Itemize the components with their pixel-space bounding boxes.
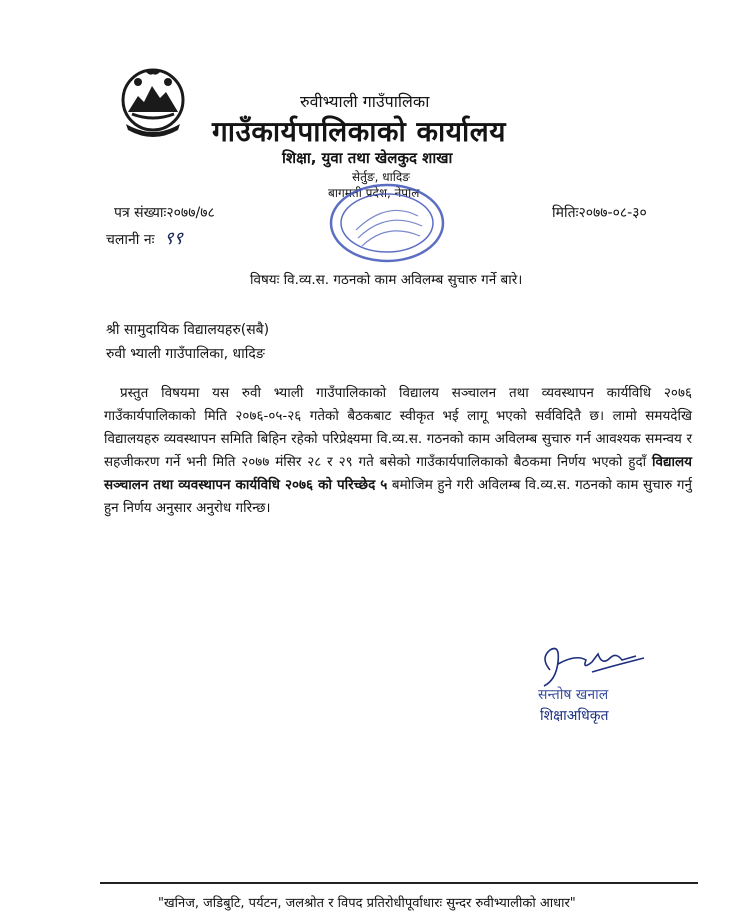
letter-body — [104, 382, 692, 520]
date-label: मितिः — [552, 205, 579, 221]
footer-slogan: "खनिज, जडिबुटि, पर्यटन, जलश्रोत र विपद प्रतिरोधीपूर्वाधारः सुन्दर रुवीभ्यालीको आधार" — [158, 896, 576, 911]
body-text-bold: विद्यालय सञ्चालन तथा व्यवस्थापन कार्यविधि २०७६ को परिच्छेद ५ — [104, 454, 692, 493]
signatory-name: सन्तोष खनाल — [538, 687, 609, 703]
office-stamp-icon — [326, 180, 448, 266]
reference-number — [114, 203, 215, 222]
district-line: सेर्तुङ, धादिङ — [352, 170, 410, 184]
dispatch-number — [106, 226, 183, 250]
signatory-title: शिक्षाअधिकृत — [540, 708, 609, 724]
dispatch-value: ९९ — [162, 228, 185, 249]
reference-label: पत्र संख्याः — [114, 205, 167, 221]
reference-value: २०७७/७८ — [166, 205, 215, 221]
office-title: गाउँकार्यपालिकाको कार्यालय — [212, 115, 506, 148]
letter-date — [552, 203, 647, 222]
recipient-line-1: श्री सामुदायिक विद्यालयहरु(सबै) — [106, 322, 270, 338]
body-text-part1: प्रस्तुत विषयमा यस रुवी भ्याली गाउँपालिकाको विद्यालय सञ्चालन तथा व्यवस्थापन कार्यविधि २०७६ गाउँकार्यपालिकाको मिति २०७६-०५-२६ गतेको बैठकबाट स्वीकृत भई लागू भएको सर्वविदितै छ। लामो समयदेखि विद्यालयहरु व्यवस्थापन समिति बिहिन रहेको परिप्रेक्ष्यमा वि.व्य.स. गठनको काम अविलम्ब सुचारु गर्न आवश्यक समन्वय र सहजीकरण गर्ने भनी मिति २०७७ मंसिर २८ र २९ गते बसेको गाउँकार्यपालिकाको बैठकमा निर्णय भएको हुदाँ — [104, 385, 692, 470]
recipient-line-2: रुवी भ्याली गाउँपालिका, धादिङ — [106, 346, 265, 362]
nepal-emblem-icon — [118, 64, 188, 140]
municipality-name: रुवीभ्याली गाउँपालिका — [300, 92, 430, 111]
subject-line: विषयः वि.व्य.स. गठनको काम अविलम्ब सुचारु गर्ने बारे। — [250, 272, 523, 288]
province-line: बागमती प्रदेश, नेपाल — [328, 186, 420, 200]
dispatch-label: चलानी नः — [106, 232, 155, 248]
date-value: २०७७-०८-३० — [578, 205, 647, 221]
section-name: शिक्षा, युवा तथा खेलकुद शाखा — [282, 149, 453, 167]
footer-divider — [100, 882, 698, 884]
body-text-part2: बमोजिम हुने गरी अविलम्ब वि.व्य.स. गठनको काम सुचारु गर्नु हुन निर्णय अनुसार अनुरोध गरिन्छ। — [104, 477, 692, 516]
